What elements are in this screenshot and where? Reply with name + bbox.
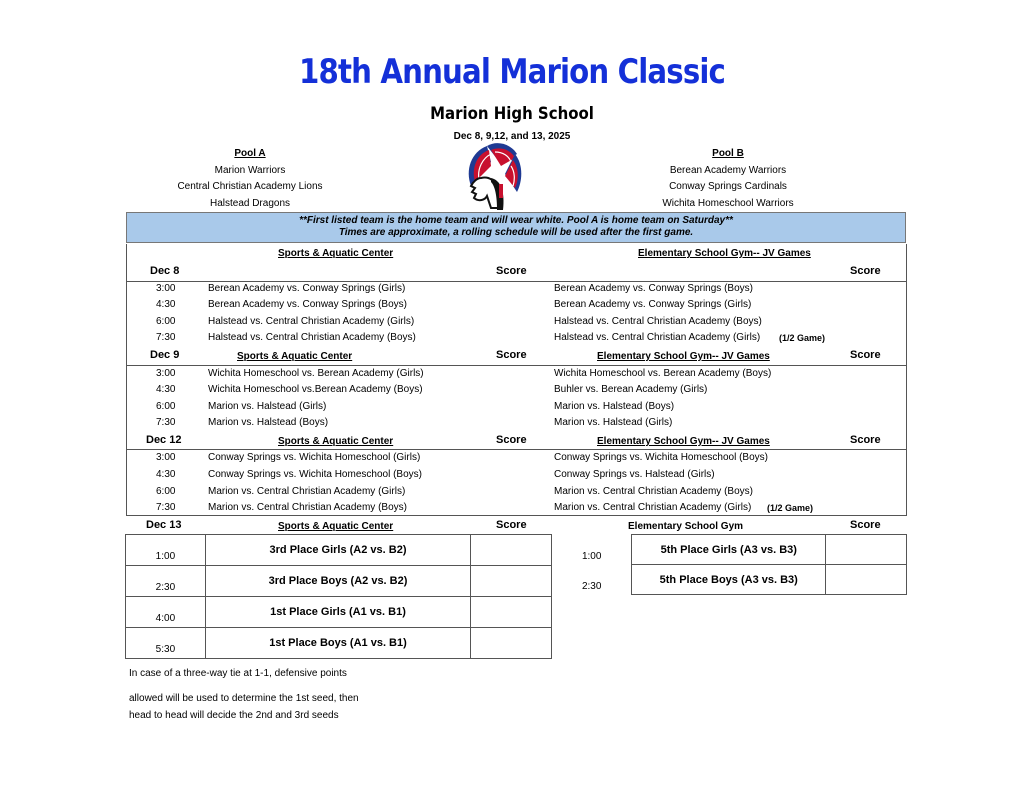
pool-a-team: Halstead Dragons [209,197,291,209]
divider [126,365,907,366]
score-cell [471,535,552,566]
venue-header: Sports & Aquatic Center [237,351,353,362]
game-title: 1st Place Girls (A1 vs. B1) [205,597,470,628]
score-cell [826,565,907,595]
notice-banner [126,212,906,243]
score-header: Score [850,519,881,531]
game-title: 3rd Place Boys (A2 vs. B2) [205,566,470,597]
jv-matchup: Conway Springs vs. Wichita Homeschool (Boys) [554,452,768,463]
jv-matchup: Conway Springs vs. Halstead (Girls) [554,469,715,480]
score-header: Score [496,434,527,446]
game-matchup: Marion vs. Halstead (Boys) [208,417,329,428]
game-matchup: Marion vs. Central Christian Academy (Boys) [208,502,407,513]
pool-a-team: Marion Warriors [214,164,286,176]
game-time: 2:30 [552,565,632,595]
day-label: Dec 8 [150,265,180,277]
venue-header: Elementary School Gym-- JV Games [638,248,811,259]
consolation-table [552,534,907,595]
pool-a [150,146,350,212]
game-time: 2:30 [126,566,206,597]
jv-matchup: Halstead vs. Central Christian Academy (Girls) [554,332,761,343]
game-time: 3:00 [156,283,176,294]
pool-b-heading: Pool B [712,148,744,159]
jv-matchup: Marion vs. Central Christian Academy (Girls) [554,502,752,513]
game-time: 7:30 [156,502,176,513]
tiebreak-note: allowed will be used to determine the 1st seed, then [129,693,359,704]
notice-line: **First listed team is the home team and will wear white. Pool A is home team on Saturday** [299,215,733,226]
game-matchup: Berean Academy vs. Conway Springs (Girls) [208,283,406,294]
game-time: 1:00 [126,535,206,566]
game-time: 6:00 [156,401,176,412]
venue-header: Elementary School Gym-- JV Games [597,351,770,362]
day-label: Dec 9 [150,349,180,361]
score-cell [471,628,552,659]
score-header: Score [496,519,527,531]
game-time: 4:30 [156,299,176,310]
venue-header: Elementary School Gym [628,521,744,532]
jv-note: (1/2 Game) [767,503,814,513]
jv-matchup: Berean Academy vs. Conway Springs (Girls) [554,299,752,310]
score-cell [826,535,907,565]
pool-b-team: Wichita Homeschool Warriors [662,197,794,209]
divider [126,449,907,450]
jv-matchup: Buhler vs. Berean Academy (Girls) [554,384,708,395]
game-time: 4:00 [126,597,206,628]
score-cell [471,566,552,597]
game-matchup: Berean Academy vs. Conway Springs (Boys) [208,299,407,310]
table-row [552,565,907,595]
game-title: 5th Place Girls (A3 vs. B3) [632,535,826,565]
table-row [126,628,552,659]
jv-note: (1/2 Game) [779,333,826,343]
game-time: 3:00 [156,368,176,379]
game-time: 7:30 [156,417,176,428]
tournament-dates: Dec 8, 9,12, and 13, 2025 [453,131,571,142]
pool-a-team: Central Christian Academy Lions [177,181,323,192]
game-matchup: Conway Springs vs. Wichita Homeschool (Girls) [208,452,421,463]
game-title: 1st Place Boys (A1 vs. B1) [205,628,470,659]
score-header: Score [496,265,527,277]
game-title: 3rd Place Girls (A2 vs. B2) [205,535,470,566]
game-matchup: Marion vs. Halstead (Girls) [208,401,327,412]
game-title: 5th Place Boys (A3 vs. B3) [632,565,826,595]
jv-matchup: Marion vs. Halstead (Girls) [554,417,673,428]
pool-b [628,146,828,212]
jv-matchup: Marion vs. Halstead (Boys) [554,401,675,412]
game-matchup: Halstead vs. Central Christian Academy (Girls) [208,316,415,327]
mascot-logo-icon [461,140,525,212]
game-time: 3:00 [156,452,176,463]
score-header: Score [496,349,527,361]
game-time: 5:30 [126,628,206,659]
game-time: 4:30 [156,384,176,395]
game-matchup: Marion vs. Central Christian Academy (Girls) [208,486,406,497]
venue-header: Sports & Aquatic Center [278,436,394,447]
game-time: 6:00 [156,316,176,327]
championship-table [125,534,552,659]
pool-a-heading: Pool A [234,148,266,159]
day-label: Dec 13 [146,519,182,531]
game-time: 1:00 [552,535,632,565]
game-matchup: Conway Springs vs. Wichita Homeschool (Boys) [208,469,422,480]
game-time: 7:30 [156,332,176,343]
score-header: Score [850,349,881,361]
school-name: Marion High School [430,104,594,124]
score-cell [471,597,552,628]
venue-header: Sports & Aquatic Center [278,248,394,259]
game-matchup: Halstead vs. Central Christian Academy (Boys) [208,332,416,343]
jv-matchup: Marion vs. Central Christian Academy (Boys) [554,486,753,497]
venue-header: Sports & Aquatic Center [278,521,394,532]
pool-b-team: Berean Academy Warriors [669,164,787,176]
tiebreak-note: head to head will decide the 2nd and 3rd seeds [129,710,339,721]
day-label: Dec 12 [146,434,182,446]
tiebreak-note: In case of a three-way tie at 1-1, defensive points [129,668,347,679]
venue-header: Elementary School Gym-- JV Games [597,436,770,447]
game-time: 6:00 [156,486,176,497]
divider [126,281,907,282]
game-matchup: Wichita Homeschool vs.Berean Academy (Boys) [208,384,423,395]
pool-b-team: Conway Springs Cardinals [669,181,787,192]
jv-matchup: Wichita Homeschool vs. Berean Academy (Boys) [554,368,772,379]
jv-matchup: Halstead vs. Central Christian Academy (Boys) [554,316,762,327]
table-row [552,535,907,565]
game-time: 4:30 [156,469,176,480]
table-row [126,566,552,597]
score-header: Score [850,434,881,446]
notice-line: Times are approximate, a rolling schedule will be used after the first game. [338,227,694,238]
score-header: Score [850,265,881,277]
page-title: 18th Annual Marion Classic [298,52,726,92]
table-row [126,597,552,628]
game-matchup: Wichita Homeschool vs. Berean Academy (Girls) [208,368,424,379]
table-row [126,535,552,566]
jv-matchup: Berean Academy vs. Conway Springs (Boys) [554,283,753,294]
